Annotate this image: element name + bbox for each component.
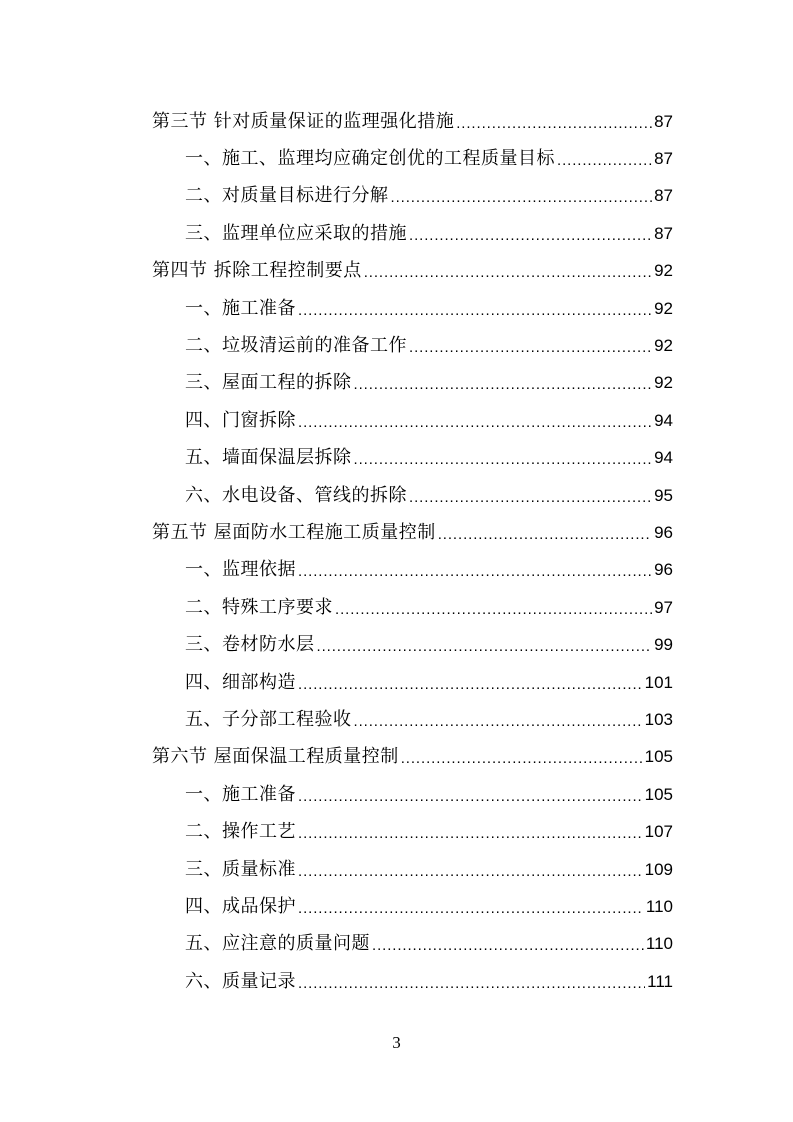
toc-subsection-entry[interactable] xyxy=(0,626,793,663)
dot-leader xyxy=(456,111,673,133)
toc-entry-title: 一、施工准备 xyxy=(185,297,296,319)
dot-leader xyxy=(298,410,673,432)
toc-entry-title: 四、细部构造 xyxy=(185,671,296,693)
toc-entry-title: 第四节 拆除工程控制要点 xyxy=(152,260,362,282)
toc-entry-title: 五、子分部工程验收 xyxy=(185,708,352,730)
toc-entry-page: 87 xyxy=(654,149,673,169)
dot-leader xyxy=(298,559,673,581)
dot-leader xyxy=(335,597,673,619)
toc-entry-title: 四、门窗拆除 xyxy=(185,409,296,431)
toc-subsection-entry[interactable] xyxy=(0,701,793,738)
toc-entry-page: 94 xyxy=(654,448,673,468)
toc-subsection-entry[interactable] xyxy=(0,888,793,925)
dot-leader xyxy=(364,260,673,282)
dot-leader xyxy=(401,746,673,768)
toc-entry-title: 二、特殊工序要求 xyxy=(185,596,333,618)
dot-leader xyxy=(298,896,673,918)
toc-subsection-entry[interactable] xyxy=(0,402,793,439)
toc-entry-title: 五、墙面保温层拆除 xyxy=(185,447,352,469)
toc-entry-page: 92 xyxy=(654,373,673,393)
toc-entry-page: 94 xyxy=(654,410,673,430)
toc-entry-title: 二、对质量目标进行分解 xyxy=(185,185,389,207)
toc-entry-title: 三、卷材防水层 xyxy=(185,634,315,656)
table-of-contents xyxy=(0,103,793,1000)
toc-section-entry[interactable] xyxy=(0,739,793,776)
toc-entry-title: 三、屋面工程的拆除 xyxy=(185,372,352,394)
toc-entry-title: 二、垃圾清运前的准备工作 xyxy=(185,335,407,357)
dot-leader xyxy=(409,335,673,357)
dot-leader xyxy=(391,185,674,207)
dot-leader xyxy=(298,784,673,806)
toc-section-entry[interactable] xyxy=(0,253,793,290)
toc-entry-page: 96 xyxy=(654,560,673,580)
toc-entry-title: 二、操作工艺 xyxy=(185,821,296,843)
toc-subsection-entry[interactable] xyxy=(0,963,793,1000)
toc-subsection-entry[interactable] xyxy=(0,215,793,252)
dot-leader xyxy=(317,634,674,656)
toc-entry-title: 五、应注意的质量问题 xyxy=(185,933,370,955)
dot-leader xyxy=(372,933,673,955)
toc-entry-title: 六、水电设备、管线的拆除 xyxy=(185,484,407,506)
toc-subsection-entry[interactable] xyxy=(0,440,793,477)
toc-subsection-entry[interactable] xyxy=(0,776,793,813)
toc-section-entry[interactable] xyxy=(0,514,793,551)
dot-leader xyxy=(438,522,673,544)
toc-entry-title: 第六节 屋面保温工程质量控制 xyxy=(152,746,399,768)
toc-entry-page: 87 xyxy=(654,111,673,131)
page-number: 3 xyxy=(392,1033,401,1052)
toc-entry-title: 三、监理单位应采取的措施 xyxy=(185,222,407,244)
dot-leader xyxy=(298,298,673,320)
toc-subsection-entry[interactable] xyxy=(0,813,793,850)
toc-entry-page: 92 xyxy=(654,298,673,318)
dot-leader xyxy=(354,447,674,469)
dot-leader xyxy=(298,971,673,993)
toc-entry-page: 92 xyxy=(654,261,673,281)
dot-leader xyxy=(354,709,674,731)
toc-section-entry[interactable] xyxy=(0,103,793,140)
toc-entry-page: 105 xyxy=(644,784,673,804)
toc-entry-page: 107 xyxy=(644,822,673,842)
toc-entry-page: 95 xyxy=(654,485,673,505)
toc-entry-page: 87 xyxy=(654,223,673,243)
toc-entry-title: 一、施工、监理均应确定创优的工程质量目标 xyxy=(185,148,555,170)
dot-leader xyxy=(409,223,673,245)
toc-entry-title: 第三节 针对质量保证的监理强化措施 xyxy=(152,110,455,132)
toc-entry-title: 一、监理依据 xyxy=(185,559,296,581)
toc-entry-title: 六、质量记录 xyxy=(185,970,296,992)
toc-subsection-entry[interactable] xyxy=(0,327,793,364)
toc-entry-page: 99 xyxy=(654,635,673,655)
dot-leader xyxy=(354,372,674,394)
toc-entry-page: 97 xyxy=(654,597,673,617)
toc-entry-page: 87 xyxy=(654,186,673,206)
toc-entry-page: 105 xyxy=(644,747,673,767)
toc-entry-page: 110 xyxy=(645,896,673,916)
dot-leader xyxy=(409,485,673,507)
toc-entry-title: 第五节 屋面防水工程施工质量控制 xyxy=(152,521,436,543)
dot-leader xyxy=(298,821,673,843)
toc-entry-page: 111 xyxy=(647,971,673,991)
dot-leader xyxy=(298,672,673,694)
toc-subsection-entry[interactable] xyxy=(0,290,793,327)
toc-entry-page: 110 xyxy=(645,934,673,954)
toc-entry-title: 四、成品保护 xyxy=(185,895,296,917)
toc-entry-page: 109 xyxy=(644,859,673,879)
dot-leader xyxy=(298,859,673,881)
toc-subsection-entry[interactable] xyxy=(0,140,793,177)
toc-subsection-entry[interactable] xyxy=(0,178,793,215)
toc-subsection-entry[interactable] xyxy=(0,477,793,514)
toc-subsection-entry[interactable] xyxy=(0,851,793,888)
toc-subsection-entry[interactable] xyxy=(0,552,793,589)
toc-entry-title: 三、质量标准 xyxy=(185,858,296,880)
toc-subsection-entry[interactable] xyxy=(0,926,793,963)
toc-entry-title: 一、施工准备 xyxy=(185,783,296,805)
toc-subsection-entry[interactable] xyxy=(0,365,793,402)
toc-entry-page: 101 xyxy=(644,672,673,692)
toc-entry-page: 96 xyxy=(654,522,673,542)
toc-entry-page: 92 xyxy=(654,336,673,356)
toc-subsection-entry[interactable] xyxy=(0,664,793,701)
toc-entry-page: 103 xyxy=(644,709,673,729)
toc-subsection-entry[interactable] xyxy=(0,589,793,626)
